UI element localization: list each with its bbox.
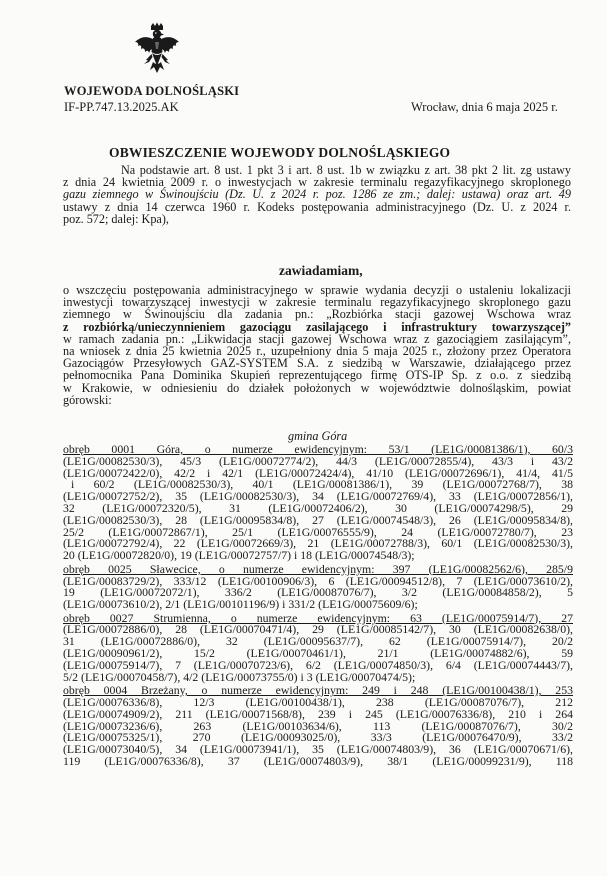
body-line: górowski: xyxy=(63,392,112,407)
announcement-body xyxy=(63,283,571,407)
parcel-line: (LE1G/00090961/2), 15/2 (LE1G/00070461/1), 21/1 (LE1G/00074882/6), 59 xyxy=(63,646,573,661)
parcel-line: (LE1G/00072792/4), 22 (LE1G/00072669/3), 21 (LE1G/00072788/3), 60/1 (LE1G/00082530/3), xyxy=(63,536,573,551)
parcel-line: (LE1G/00083729/2), 333/12 (LE1G/00100906/3), 6 (LE1G/00094512/8), 7 (LE1G/00073610/2), xyxy=(63,573,573,588)
parcel-line: (LE1G/00073040/5), 34 (LE1G/00073941/1), 35 (LE1G/00074803/9), 36 (LE1G/00070671/6), xyxy=(63,742,573,757)
parcel-line: (LE1G/00073236/6), 263 (LE1G/00103634/6), 113 (LE1G/00087076/7), 30/2 xyxy=(63,718,573,733)
intro-line: poz. 572; dalej: Kpa), xyxy=(63,211,169,226)
parcel-line-precinct-brzezany: obręb 0004 Brzeżany, o numerze ewidencyjnym: 249 i 248 (LE1G/00100438/1), 253 xyxy=(63,683,573,698)
parcel-line: (LE1G/00076336/8), 12/3 (LE1G/00100438/1), 238 (LE1G/00087076/7), 212 xyxy=(63,694,573,709)
parcel-line: i 60/2 (LE1G/00082530/3), 40/1 (LE1G/00081386/1), 39 (LE1G/00072768/7), 38 xyxy=(71,477,573,492)
intro-line: z dnia 24 kwietnia 2009 r. o inwestycjach w zakresie terminalu regazyfikacyjnego skroplonego xyxy=(63,175,571,190)
body-line: w Krakowie, w odniesieniu do działek położonych w województwie dolnośląskim, powiat xyxy=(63,380,571,395)
parcel-line: (LE1G/00072422/0), 42/2 i 42/1 (LE1G/00072424/4), 41/10 (LE1G/00072696/1), 41/4, 41/5 xyxy=(63,465,573,480)
place-and-date: Wrocław, dnia 6 maja 2025 r. xyxy=(411,100,558,114)
body-line: ziemnego w Świnoujściu dla zadania pn.: „Rozbiórka stacji gazowej Wschowa wraz xyxy=(63,307,571,322)
body-line: o wszczęciu postępowania administracyjnego w sprawie wydania decyzji o ustaleniu lokalizacji xyxy=(63,283,571,297)
parcel-line: 25/2 (LE1G/00072867/1), 25/1 (LE1G/00076555/9), 24 (LE1G/00072780/7), 23 xyxy=(63,524,573,539)
intro-line: Na podstawie art. 8 ust. 1 pkt 3 i art. 8 ust. 1b w związku z art. 38 pkt 2 lit. zg ustawy xyxy=(121,163,571,177)
parcel-line: (LE1G/00075325/1), 270 (LE1G/00093025/0), 33/3 (LE1G/00076470/9), 33/2 xyxy=(63,730,573,745)
intro-line: gazu ziemnego w Świnoujściu (Dz. U. z 2024 r. poz. 1286 ze zm.; dalej: ustawa) oraz art. 49 xyxy=(63,187,571,202)
polish-eagle-emblem-icon xyxy=(133,22,181,78)
parcel-line: 119 (LE1G/00076336/8), 37 (LE1G/00074803/9), 38/1 (LE1G/00099231/9), 118 xyxy=(63,753,573,768)
parcel-line: 5/2 (LE1G/00070458/7), 4/2 (LE1G/00073755/0) i 3 (LE1G/00070474/5); xyxy=(63,670,416,684)
parcel-line: (LE1G/00075914/7), 7 (LE1G/00070723/6), 6/2 (LE1G/00074850/3), 6/4 (LE1G/00074443/7), xyxy=(63,657,573,672)
parcel-line: 19 (LE1G/00072072/1), 336/2 (LE1G/00087076/7), 3/2 (LE1G/00084858/2), 5 xyxy=(63,585,573,600)
parcel-list xyxy=(63,443,573,767)
intro-line: ustawy z dnia 14 czerwca 1960 r. Kodeks postępowania administracyjnego (Dz. U. z 2024 r. xyxy=(63,199,571,214)
parcel-line: 31 (LE1G/00072886/0), 32 (LE1G/00095637/7), 62 (LE1G/00075914/7), 20/2 xyxy=(63,634,573,649)
parcel-line: (LE1G/00072752/2), 35 (LE1G/00082530/3), 34 (LE1G/00072769/4), 33 (LE1G/00072856/1), xyxy=(63,489,573,504)
announcement-heading: zawiadamiam, xyxy=(279,263,363,278)
body-line: w ramach zadania pn.: „Likwidacja stacji gazowej Wschowa wraz z gazociągiem zasilającym”, xyxy=(63,331,571,346)
parcel-line: (LE1G/00074909/2), 211 (LE1G/00071568/8), 239 i 245 (LE1G/00076336/8), 210 i 264 xyxy=(63,706,573,721)
intro-paragraph xyxy=(63,163,571,227)
municipality-label: gmina Góra xyxy=(288,429,348,443)
parcel-line-precinct-gora: obręb 0001 Góra, o numerze ewidencyjnym: 53/1 (LE1G/00081386/1), 60/3 xyxy=(63,442,573,456)
parcel-line: (LE1G/00082530/3), 45/3 (LE1G/00072774/2), 44/3 (LE1G/00072855/4), 43/3 i 43/2 xyxy=(63,453,573,468)
reference-number: IF-PP.747.13.2025.AK xyxy=(64,100,179,114)
parcel-line-precinct-slawecice: obręb 0025 Sławecice, o numerze ewidencyjnym: 397 (LE1G/00082562/6), 285/9 xyxy=(63,561,573,576)
document-title: OBWIESZCZENIE WOJEWODY DOLNOŚLĄSKIEGO xyxy=(109,145,451,160)
parcel-line: (LE1G/00082530/3), 28 (LE1G/00095834/8), 27 (LE1G/00074548/3), 26 (LE1G/00095834/8), xyxy=(63,512,573,527)
body-line: pełnomocnika Pana Dominika Skupień reprezentującego firmę OTS-IP Sp. z o.o. z siedzibą xyxy=(63,368,571,383)
parcel-line-precinct-strumienna: obręb 0027 Strumienna, o numerze ewidencyjnym: 63 (LE1G/00075914/7), 27 xyxy=(63,610,573,625)
body-line: Gazociągów Przesyłowych GAZ-SYSTEM S.A. z siedzibą w Warszawie, działającego przez xyxy=(63,356,571,371)
body-line: na wniosek z dnia 25 kwietnia 2025 r., uzupełniony dnia 5 maja 2025 r., złożony przez Operatora xyxy=(63,343,571,358)
body-line: inwestycji towarzyszącej inwestycji w zakresie terminalu regazyfikacyjnego skroplonego gazu xyxy=(63,295,571,310)
parcel-line: (LE1G/00072886/0), 28 (LE1G/00070471/4), 29 (LE1G/00085142/7), 30 (LE1G/00082638/0), xyxy=(63,622,573,637)
issuing-authority: WOJEWODA DOLNOŚLĄSKI xyxy=(64,84,240,98)
parcel-line: 20 (LE1G/00072820/0), 19 (LE1G/00072757/7) i 18 (LE1G/00074548/3); xyxy=(63,549,415,563)
body-line-project-name: z rozbiórką/unieczynnieniem gazociągu zasilającego i infrastruktury towarzyszącej” xyxy=(63,319,571,334)
parcel-line: (LE1G/00073610/2), 2/1 (LE1G/00101196/9) i 331/2 (LE1G/00075609/6); xyxy=(63,598,418,612)
parcel-line: 32 (LE1G/00072320/5), 31 (LE1G/00072406/2), 30 (LE1G/00074298/5), 29 xyxy=(63,500,573,515)
